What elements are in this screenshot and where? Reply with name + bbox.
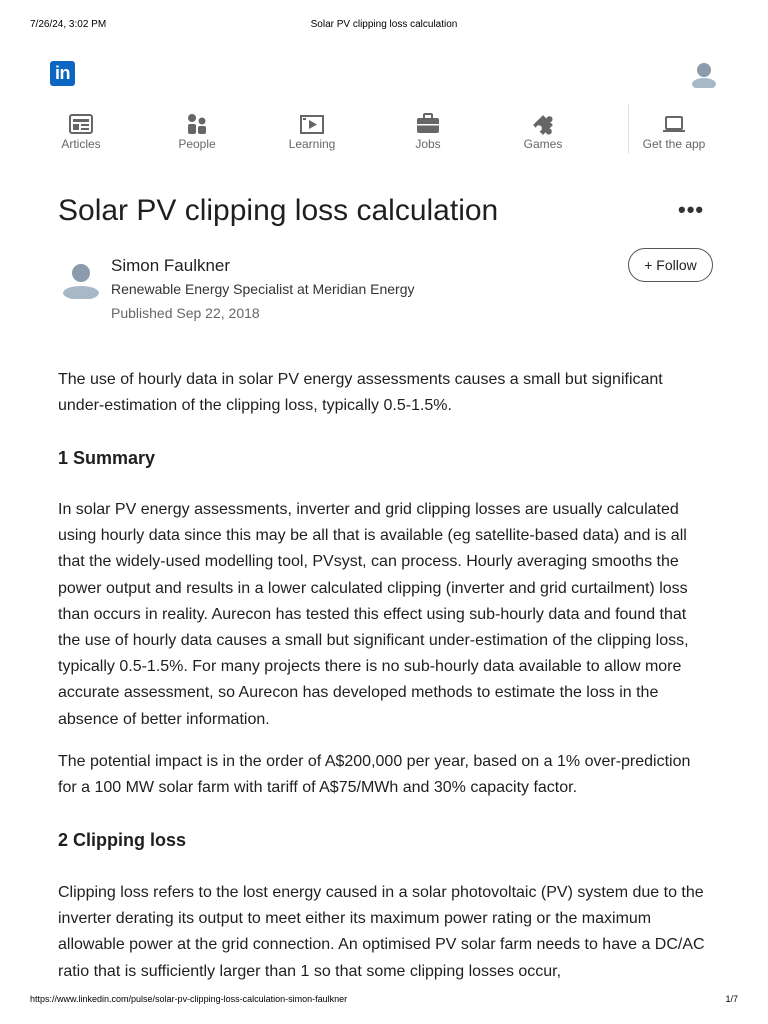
linkedin-logo[interactable]: in (50, 61, 75, 86)
articles-icon (68, 113, 94, 135)
learning-icon (299, 113, 325, 135)
print-datetime: 7/26/24, 3:02 PM (30, 19, 107, 30)
author-avatar[interactable] (61, 259, 101, 299)
section-paragraph: In solar PV energy assessments, inverter and grid clipping losses are usually calculated using hourly data since this may be all that is available (eg satellite-based data) and is all that the widely-used modelling tool, PVsyst, can process. Hourly averaging smooths the power output and results in a lower calculated clipping (inverter and grid curtailment) loss than occurs in reality. Aurecon has tested this effect using sub-hourly data and found that the use of hourly data causes a small but significant under-estimation of the clipping loss, typically 0.5-1.5%. For many projects there is no sub-hourly data available to allow more accurate assessment, so Aurecon has developed methods to estimate the loss in the absence of better information. (58, 501, 689, 728)
laptop-icon (661, 113, 687, 135)
nav-item-people[interactable] (157, 107, 237, 151)
user-avatar-icon (690, 60, 718, 88)
section-paragraph: The potential impact is in the order of A$200,000 per year, based on a 1% over-prediction for a 100 MW solar farm with tariff of A$75/MWh and 30% capacity factor. (58, 753, 691, 797)
nav-item-get-the-app[interactable] (634, 107, 714, 151)
article-title: Solar PV clipping loss calculation (58, 194, 499, 227)
nav-divider (628, 104, 629, 154)
article-intro: The use of hourly data in solar PV energy assessments causes a small but significant under-estimation of the clipping loss, typically 0.5-1.5%. (58, 371, 663, 415)
nav-label: Get the app (642, 137, 706, 151)
top-nav (0, 107, 768, 159)
nav-item-jobs[interactable] (388, 107, 468, 151)
print-url: https://www.linkedin.com/pulse/solar-pv-clipping-loss-calculation-simon-faulkner (30, 994, 348, 1004)
section-heading: 2 Clipping loss (58, 830, 187, 850)
puzzle-icon (530, 113, 556, 135)
section-heading: 1 Summary (58, 448, 156, 468)
nav-label: People (178, 137, 216, 151)
more-options-button[interactable]: ••• (678, 197, 705, 222)
nav-label: Articles (61, 137, 101, 151)
briefcase-icon (415, 113, 441, 135)
nav-label: Jobs (415, 137, 441, 151)
nav-label: Learning (288, 137, 336, 151)
people-icon (184, 113, 210, 135)
follow-button[interactable]: + Follow (628, 248, 713, 282)
print-page-number: 1/7 (725, 994, 738, 1004)
print-header (0, 19, 768, 33)
nav-item-articles[interactable] (41, 107, 121, 151)
nav-item-games[interactable] (503, 107, 583, 151)
nav-label: Games (523, 137, 563, 151)
print-footer (0, 994, 768, 1008)
published-date: Published Sep 22, 2018 (111, 305, 260, 321)
print-page-title: Solar PV clipping loss calculation (310, 19, 458, 30)
author-headline: Renewable Energy Specialist at Meridian Energy (111, 281, 415, 297)
me-avatar[interactable] (690, 60, 718, 88)
author-name[interactable]: Simon Faulkner (111, 256, 231, 275)
section-paragraph: Clipping loss refers to the lost energy caused in a solar photovoltaic (PV) system due to the inverter derating its output to meet either its maximum power rating or the maximum allowable power at the grid connection. An optimised PV solar farm needs to have a DC/AC ratio that is sufficiently larger than 1 so that some clipping losses occur, (58, 884, 705, 980)
user-avatar-icon (61, 259, 101, 299)
nav-item-learning[interactable] (272, 107, 352, 151)
